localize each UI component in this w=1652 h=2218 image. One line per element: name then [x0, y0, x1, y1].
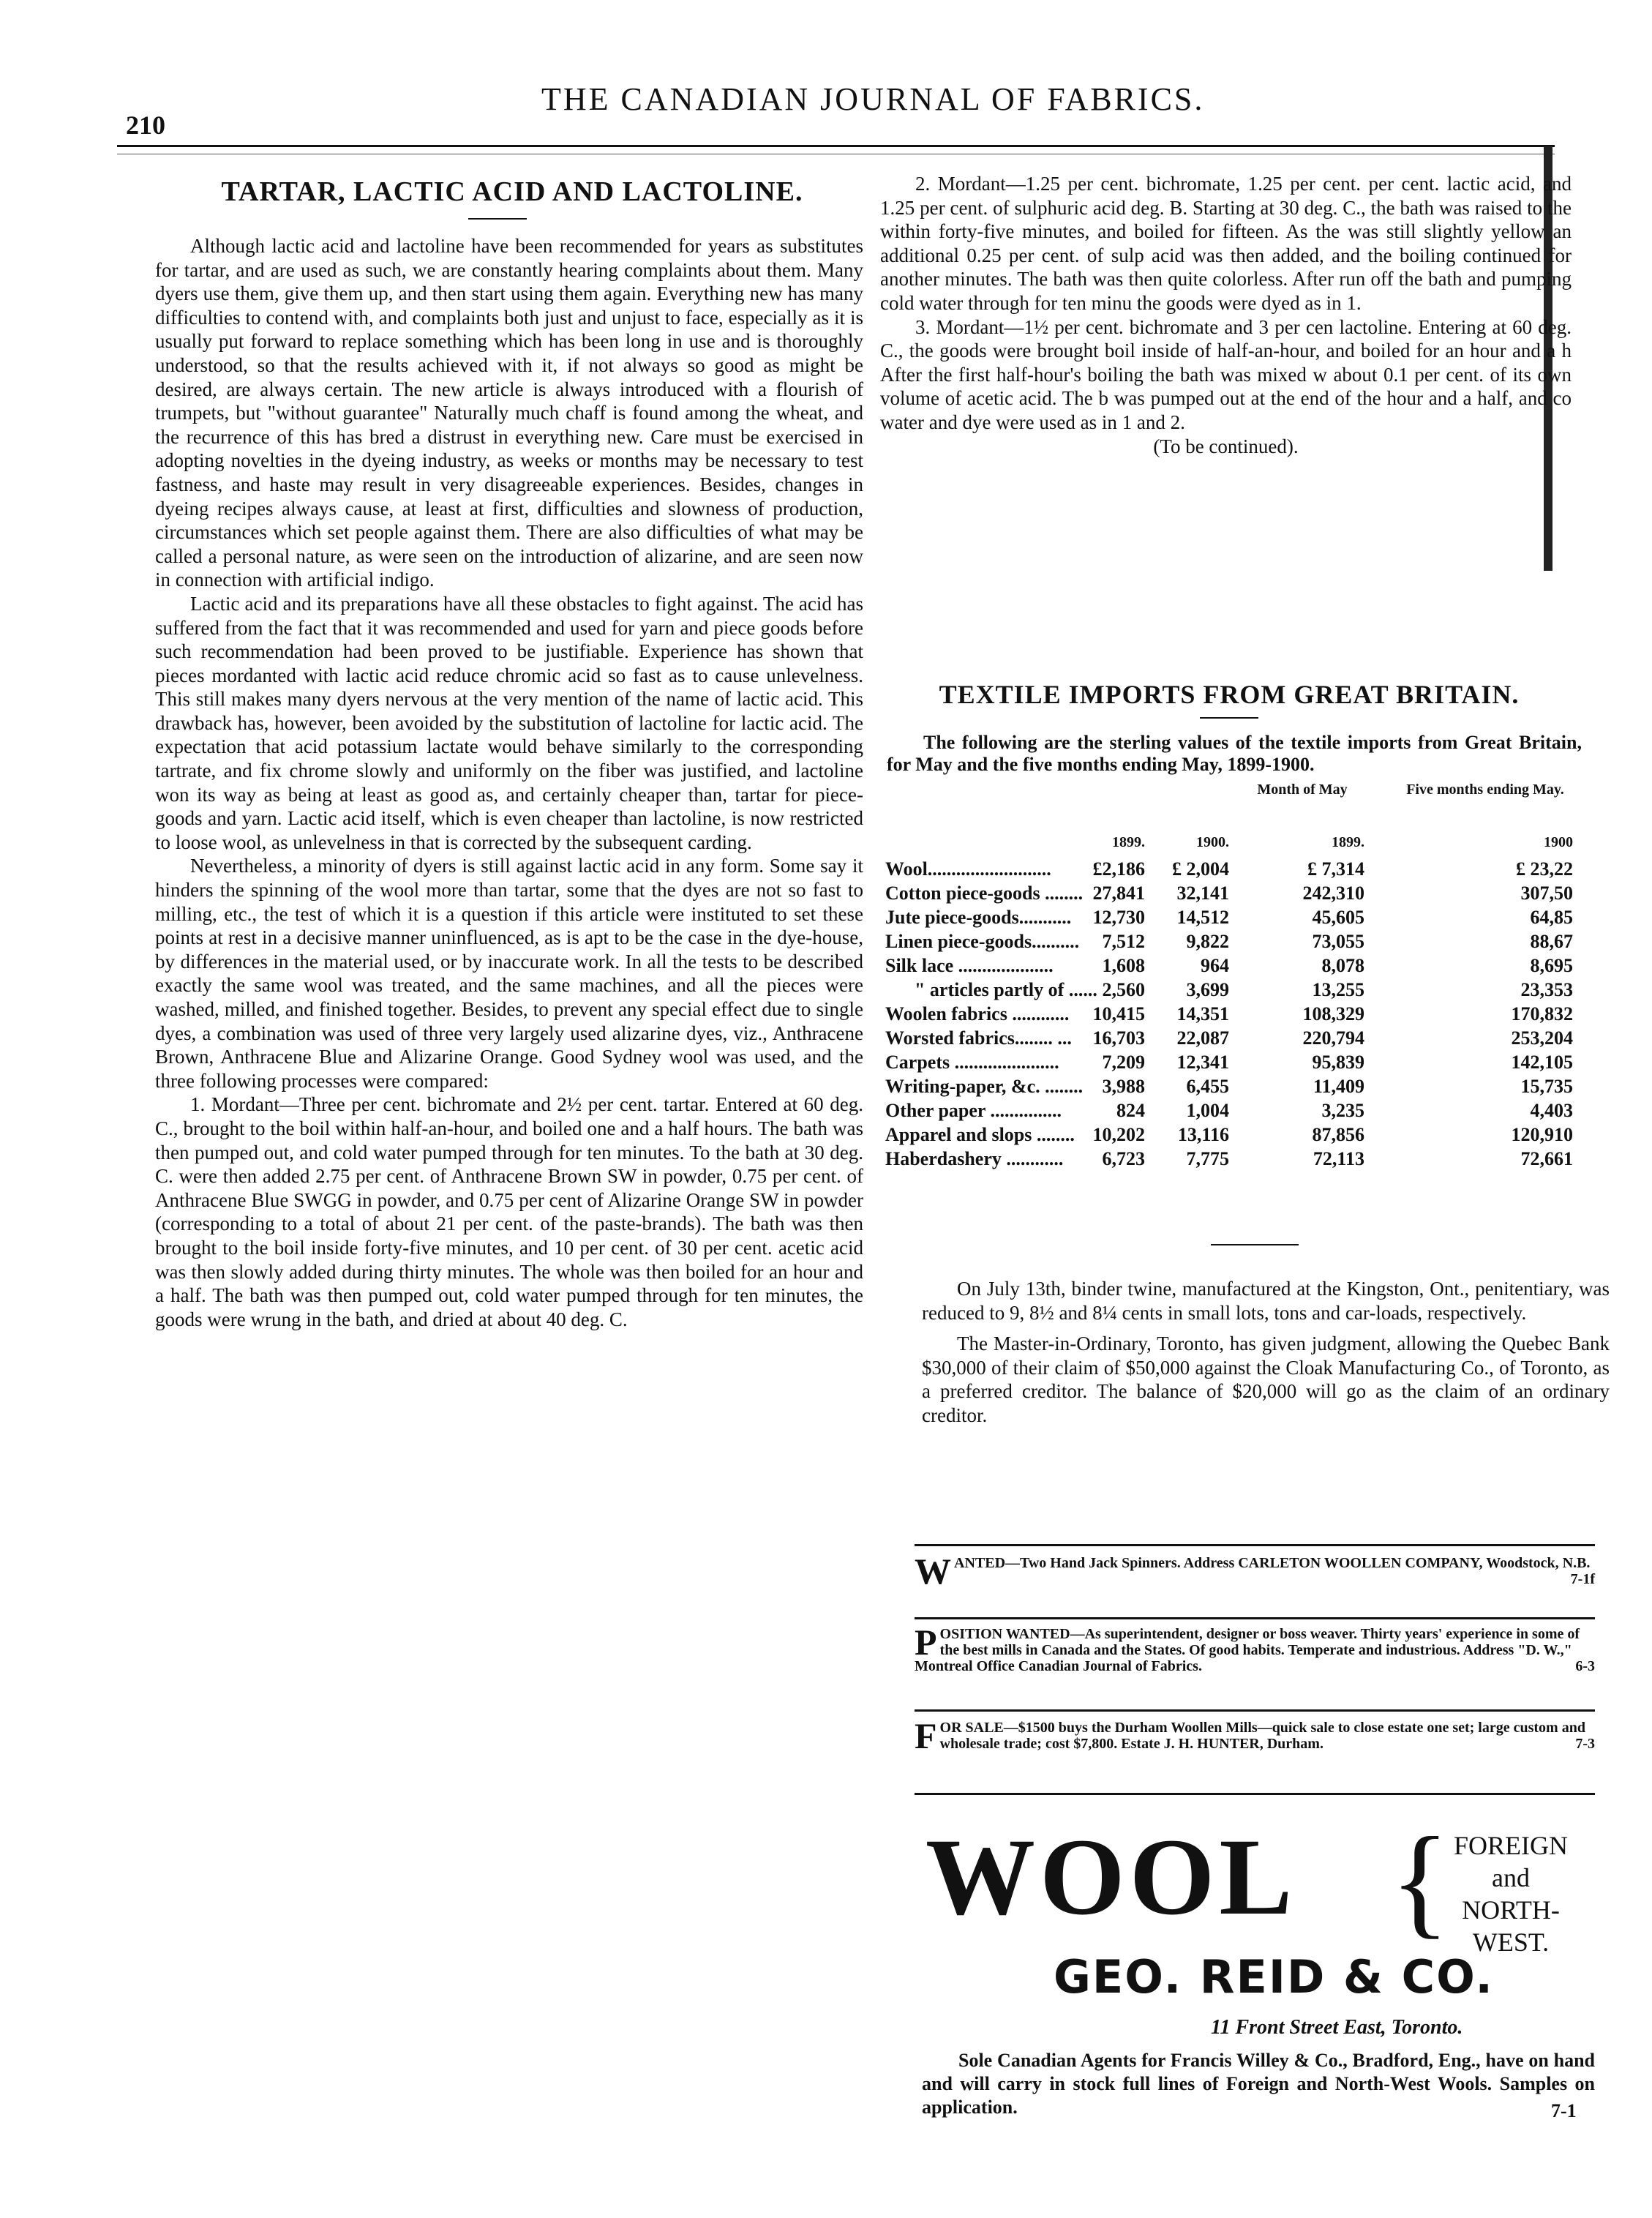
ad-text: OR SALE—$1500 buys the Durham Woollen Mills—quick sale to close estate one set; large custom and wholesale trade; cost $7,800. Estate J. H. HUNTER, Durham. [939, 1720, 1585, 1752]
cell: 10,415 [1092, 1003, 1145, 1024]
cell: 7,512 [1102, 931, 1145, 952]
drop-cap: F [915, 1715, 937, 1756]
company-name: GEO. REID & CO. [1054, 1950, 1494, 2004]
left-article-body [155, 234, 863, 1331]
cell: 1,004 [1186, 1100, 1229, 1121]
cell: 8,695 [1530, 955, 1573, 976]
ad-code: 6-3 [1575, 1658, 1595, 1674]
ad-divider [915, 1793, 1595, 1795]
year-header: 1899. [1112, 834, 1145, 850]
table-row [885, 1124, 1588, 1148]
continued-note: (To be continued). [1153, 435, 1299, 457]
ad-wanted [915, 1551, 1595, 1592]
page-number: 210 [126, 110, 165, 140]
cell: 16,703 [1092, 1027, 1145, 1049]
cell: 88,67 [1530, 931, 1573, 952]
cell: £2,186 [1092, 858, 1145, 880]
cell: 64,85 [1530, 907, 1573, 928]
year-header: 1900. [1196, 834, 1229, 850]
cell: 12,730 [1092, 907, 1145, 928]
cell: 27,841 [1092, 883, 1145, 904]
header-rule [117, 145, 1555, 147]
cell: 3,988 [1102, 1076, 1145, 1097]
imports-intro [887, 732, 1582, 776]
cell: 87,856 [1312, 1124, 1364, 1145]
table-end-rule [1211, 1244, 1299, 1245]
cell: 307,50 [1520, 883, 1573, 904]
cell: 7,775 [1186, 1148, 1229, 1169]
row-label: Linen piece-goods.......... [885, 931, 1080, 952]
cell: 10,202 [1092, 1124, 1145, 1145]
cell: 13,255 [1312, 979, 1364, 1000]
ad-divider [915, 1709, 1595, 1712]
col-group-five-months: Five months ending May. [1406, 782, 1564, 798]
left-article-title: TARTAR, LACTIC ACID AND LACTOLINE. [221, 176, 803, 207]
blurb-text: Sole Canadian Agents for Francis Willey & Co., Bradford, Eng., have on hand and will carry in stock full lines of Foreign and North-West Wools. Samples on application. [922, 2050, 1595, 2118]
ad-code: 7-3 [1575, 1736, 1595, 1752]
imports-title-rule [1200, 717, 1258, 719]
cell: 32,141 [1176, 883, 1229, 904]
imports-table [885, 834, 1588, 1172]
table-row [885, 1076, 1588, 1100]
cell: 4,403 [1530, 1100, 1573, 1121]
cell: 242,310 [1302, 883, 1364, 904]
paragraph: Lactic acid and its preparations have all these obstacles to fight against. The acid has suffered from the fact that it was recommended and used for yarn and piece goods before such recommendation had been proved to be justifiable. Experience has shown that pieces mordanted with lactic acid reduce chromic acid so fast as to cause unlevelness. This still makes many dyers nervous at the very mention of the name of lactic acid. This drawback has, however, been avoided by the substitution of lactoline for lactic acid. The expectation that acid potassium lactate would behave similarly to the corresponding tartrate, and fix chrome slowly and uniformly on the fiber was justified, and lactoline won its way as being at least as good as, and certainly cheaper than, tartar for piece-goods and yarn. Lactic acid itself, which is even cheaper than lactoline, is now restricted to loose wool, as unlevelness in that is corrected by the subsequent carding. [155, 592, 863, 853]
col-group-month: Month of May [1257, 782, 1348, 798]
cell: 11,409 [1313, 1076, 1364, 1097]
cell: 220,794 [1302, 1027, 1364, 1049]
table-row [885, 1003, 1588, 1027]
cell: 14,351 [1176, 1003, 1229, 1024]
row-label: Writing-paper, &c. ........ [885, 1076, 1084, 1097]
imports-title: TEXTILE IMPORTS FROM GREAT BRITAIN. [939, 680, 1520, 709]
cell: 95,839 [1312, 1052, 1364, 1073]
ad-divider [915, 1617, 1595, 1619]
cell: 22,087 [1176, 1027, 1229, 1049]
cell: 14,512 [1176, 907, 1229, 928]
cell: 142,105 [1511, 1052, 1573, 1073]
wool-source-line: and [1492, 1863, 1530, 1892]
cell: 7,209 [1102, 1052, 1145, 1073]
cell: 9,822 [1186, 931, 1229, 952]
cell: 15,735 [1520, 1076, 1573, 1097]
row-label: Worsted fabrics........ ... [885, 1027, 1072, 1049]
cell: 73,055 [1312, 931, 1364, 952]
ad-for-sale [915, 1715, 1595, 1756]
row-label: Jute piece-goods........... [885, 907, 1072, 928]
cell: 964 [1201, 955, 1229, 976]
paragraph: 2. Mordant—1.25 per cent. bichromate, 1.25 per cent. per cent. lactic acid, and 1.25 per cent. of sulphuric acid deg. B. Starting at 30 deg. C., the bath was raised to the within forty-five minutes, and boiled for fifteen. As the was still slightly yellow an additional 0.25 per cent. of sulp acid was then added, and the boiling continued for another minutes. The bath was then quite colorless. After run off the bath and pumping cold water through for ten minu the goods were dyed as in 1. [880, 173, 1572, 314]
drop-cap: P [915, 1622, 937, 1663]
table-row [885, 858, 1588, 883]
title-rule [468, 218, 527, 220]
table-header-row [885, 834, 1588, 858]
year-header: 1899. [1332, 834, 1364, 850]
brace-glyph: { [1390, 1812, 1450, 1949]
paragraph: 3. Mordant—1½ per cent. bichromate and 3 per cen lactoline. Entering at 60 deg. C., the goods were brought boil inside of half-an-hour, and boiled for an hour and a h After the first half-hour's boiling the bath was mixed w about 0.1 per cent. of its own volume of acetic acid. The b was pumped out at the end of the hour and a half, and co water and dye were used as in 1 and 2. [880, 315, 1572, 433]
row-label: Carpets ...................... [885, 1052, 1059, 1073]
cell: 824 [1116, 1100, 1145, 1121]
ad-text: ANTED—Two Hand Jack Spinners. Address CARLETON WOOLLEN COMPANY, Woodstock, N.B. [954, 1555, 1591, 1571]
cell: 120,910 [1511, 1124, 1573, 1145]
table-row [885, 907, 1588, 931]
cell: 8,078 [1321, 955, 1364, 976]
row-label: Wool.......................... [885, 858, 1051, 880]
table-row [885, 883, 1588, 907]
table-row [885, 979, 1588, 1003]
year-header: 1900 [1544, 834, 1573, 850]
cell: £ 7,314 [1307, 858, 1364, 880]
wool-source-line: NORTH-WEST. [1462, 1895, 1560, 1957]
cell: 23,353 [1520, 979, 1573, 1000]
ad-code: 7-1 [1551, 2100, 1577, 2121]
cell: 13,116 [1177, 1124, 1229, 1145]
cell: £ 2,004 [1172, 858, 1229, 880]
row-label: Apparel and slops ........ [885, 1124, 1075, 1145]
cell: 108,329 [1302, 1003, 1364, 1024]
table-row [885, 1027, 1588, 1052]
journal-title: THE CANADIAN JOURNAL OF FABRICS. [541, 81, 1205, 117]
agents-blurb [922, 2049, 1595, 2119]
table-row [885, 1052, 1588, 1076]
cell: 2,560 [1102, 979, 1145, 1000]
drop-cap: W [915, 1551, 951, 1592]
cell: 3,699 [1186, 979, 1229, 1000]
ad-text: OSITION WANTED—As superintendent, designer or boss weaver. Thirty years' experience in some of the best mills in Canada and the States. Of good habits. Temperate and industrious. Address "D. W.," Montreal Office Canadian Journal of Fabrics. [915, 1626, 1580, 1674]
row-label: " articles partly of ...... [915, 979, 1097, 1000]
cell: 3,235 [1321, 1100, 1364, 1121]
wool-headline: WOOL [926, 1816, 1297, 1938]
cell: 12,341 [1176, 1052, 1229, 1073]
paragraph: Nevertheless, a minority of dyers is still against lactic acid in any form. Some say it hinders the spinning of the wool more than tartar, some that the dyes are not so fast to milling, etc., the test of which it is a question if this article were instituted to set these points at rest in a decisive manner uninfluenced, as is apt to be the case in the dye-house, by differences in the material used, or by inaccurate work. In all the tests to be described exactly the same wool was treated, and the same machines, and all the pieces were washed, milled, and finished together. Besides, to prevent any special effect due to single dyes, a combination was used of three very largely used alizarine dyes, viz., Anthracene Brown, Anthracene Blue and Alizarine Orange. Good Sydney wool was used, and the three following processes were compared: [155, 855, 863, 1092]
imports-intro-text: The following are the sterling values of the textile imports from Great Britain, for May and the five months ending May, 1899-1900. [887, 732, 1582, 775]
row-label: Haberdashery ............ [885, 1148, 1064, 1169]
table-row [885, 1148, 1588, 1172]
table-row [885, 1100, 1588, 1124]
row-label: Woolen fabrics ............ [885, 1003, 1070, 1024]
row-label: Silk lace .................... [885, 955, 1054, 976]
news-paragraph: On July 13th, binder twine, manufactured at the Kingston, Ont., penitentiary, was reduced to 9, 8½ and 8¼ cents in small lots, tons and car-loads, respectively. [922, 1278, 1610, 1324]
cell: 1,608 [1102, 955, 1145, 976]
news-items [922, 1277, 1610, 1428]
row-label: Other paper ............... [885, 1100, 1062, 1121]
paragraph: Although lactic acid and lactoline have been recommended for years as substitutes for tartar, and are used as such, we are constantly hearing complaints about them. Many dyers use them, give them up, and then start using them again. Everything new has many difficulties to contend with, and complaints both just and unjust to face, especially as it is usually put forward to replace something which has been long in use and is thoroughly understood, so that the results achieved with it, if not always so good as might be desired, are always certain. The new article is always introduced with a flourish of trumpets, but "without guarantee" Naturally much chaff is found among the wheat, and the recurrence of this has bred a distrust in everything new. Care must be exercised in adopting novelties in the dyeing industry, as weeks or months may be necessary to test fastness, and haste may result in very disagreeable experiences. Besides, changes in dyeing recipes always cause, at least at first, difficulties and slowness of production, circumstances which set people against them. There are also difficulties of what may be called a personal nature, as were seen on the introduction of alizarine, and are seen now in connection with artificial indigo. [155, 235, 863, 591]
cell: 6,455 [1186, 1076, 1229, 1097]
cell: 45,605 [1312, 907, 1364, 928]
cell: 72,661 [1520, 1148, 1573, 1169]
row-label: Cotton piece-goods ........ [885, 883, 1084, 904]
wool-sources [1427, 1829, 1595, 1958]
cell: 253,204 [1511, 1027, 1573, 1049]
news-paragraph: The Master-in-Ordinary, Toronto, has given judgment, allowing the Quebec Bank $30,000 of their claim of $50,000 against the Cloak Manufacturing Co., of Toronto, as a preferred creditor. The balance of $20,000 will go as the claim of an ordinary creditor. [922, 1333, 1610, 1426]
ad-code: 7-1f [1570, 1571, 1595, 1587]
cell: 170,832 [1511, 1003, 1573, 1024]
right-article-continuation [880, 172, 1572, 458]
wool-source-line: FOREIGN [1453, 1831, 1568, 1860]
paragraph: 1. Mordant—Three per cent. bichromate and 2½ per cent. tartar. Entered at 60 deg. C., brought to the boil within half-an-hour, and boiled one and a half hours. The bath was then pumped out, and cold water pumped through for ten minutes. To the bath at 30 deg. C. were then added 2.75 per cent. of Anthracene Brown SW in powder, 0.75 per cent. of Anthracene Blue SWGG in powder, and 0.75 per cent of Alizarine Orange SW in powder (corresponding to a total of about 21 per cent. of the paste-brands). The bath was then brought to the boil inside forty-five minutes, and 10 per cent. of 30 per cent. acetic acid was then slowly added during thirty minutes. The whole was then boiled for an hour and a half. The bath was then pumped out, cold water pumped through for ten minutes, the goods were wrung in the bath, and dried at about 40 deg. C. [155, 1093, 863, 1330]
cell: 72,113 [1313, 1148, 1364, 1169]
table-row [885, 931, 1588, 955]
cell: 6,723 [1102, 1148, 1145, 1169]
company-address: 11 Front Street East, Toronto. [1211, 2016, 1463, 2039]
table-row [885, 955, 1588, 979]
ads-top-rule [915, 1544, 1595, 1546]
cell: £ 23,22 [1516, 858, 1573, 880]
ad-position-wanted [915, 1622, 1595, 1674]
